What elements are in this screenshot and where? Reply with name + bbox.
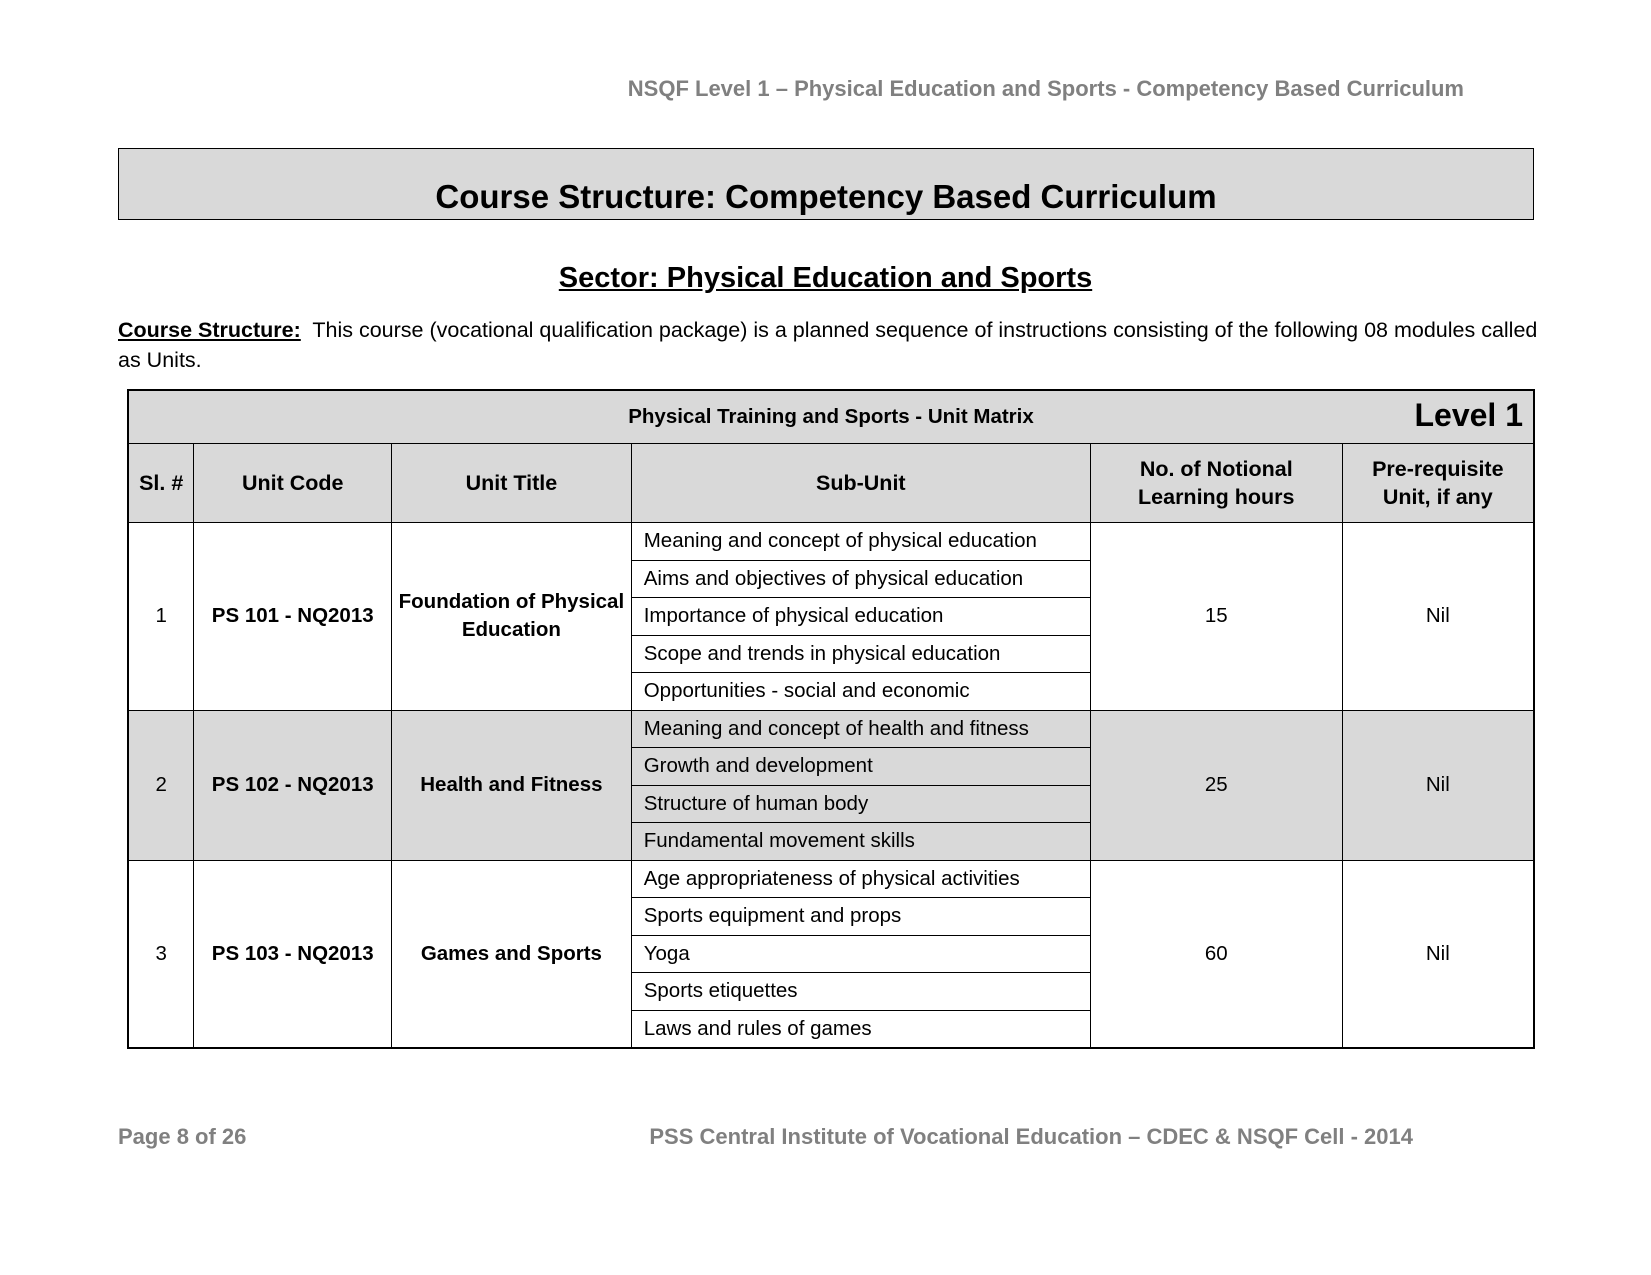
level-label: Level 1 — [1414, 397, 1523, 433]
unit-prereq: Nil — [1342, 523, 1534, 711]
table-caption-cell — [128, 390, 1534, 444]
col-header-subunit: Sub-Unit — [631, 444, 1090, 523]
col-header-code: Unit Code — [194, 444, 392, 523]
sub-unit: Growth and development — [631, 748, 1090, 786]
sub-unit: Structure of human body — [631, 785, 1090, 823]
sub-unit: Laws and rules of games — [631, 1010, 1090, 1048]
sub-unit: Sports equipment and props — [631, 898, 1090, 936]
footer-institute: PSS Central Institute of Vocational Education – CDEC & NSQF Cell - 2014 — [649, 1124, 1413, 1149]
unit-sl: 3 — [128, 860, 194, 1048]
sub-unit: Aims and objectives of physical education — [631, 560, 1090, 598]
unit-title: Games and Sports — [392, 860, 632, 1048]
sub-unit: Fundamental movement skills — [631, 823, 1090, 861]
sub-unit: Yoga — [631, 935, 1090, 973]
unit-hours: 60 — [1090, 860, 1342, 1048]
unit-sl: 2 — [128, 710, 194, 860]
unit-title: Foundation of Physical Education — [392, 523, 632, 711]
sub-unit: Meaning and concept of health and fitness — [631, 710, 1090, 748]
running-header: NSQF Level 1 – Physical Education and Sports - Competency Based Curriculum — [627, 76, 1464, 101]
unit-sl: 1 — [128, 523, 194, 711]
unit-code: PS 101 - NQ2013 — [194, 523, 392, 711]
intro-lead: Course Structure: — [118, 318, 301, 342]
intro-paragraph — [118, 315, 1538, 375]
table-row — [128, 523, 1534, 561]
sector-heading: Sector: Physical Education and Sports — [558, 262, 1093, 294]
page-title: Course Structure: Competency Based Curriculum — [435, 178, 1217, 215]
table-row — [128, 710, 1534, 748]
sub-unit: Scope and trends in physical education — [631, 635, 1090, 673]
sub-unit: Sports etiquettes — [631, 973, 1090, 1011]
page-number: Page 8 of 26 — [118, 1124, 247, 1149]
table-caption: Physical Training and Sports - Unit Matrix — [628, 405, 1034, 428]
unit-code: PS 103 - NQ2013 — [194, 860, 392, 1048]
sub-unit: Meaning and concept of physical education — [631, 523, 1090, 561]
table-caption-row — [128, 390, 1534, 444]
unit-title: Health and Fitness — [392, 710, 632, 860]
col-header-sl: Sl. # — [128, 444, 194, 523]
unit-code: PS 102 - NQ2013 — [194, 710, 392, 860]
col-header-prereq: Pre-requisite Unit, if any — [1342, 444, 1534, 523]
unit-prereq: Nil — [1342, 710, 1534, 860]
unit-prereq: Nil — [1342, 860, 1534, 1048]
col-header-title: Unit Title — [392, 444, 632, 523]
title-box — [118, 148, 1534, 220]
col-header-hours: No. of Notional Learning hours — [1090, 444, 1342, 523]
table-header-row — [128, 444, 1534, 523]
sub-unit: Importance of physical education — [631, 598, 1090, 636]
intro-text: This course (vocational qualification package) is a planned sequence of instructions consisting of the following 08 modules called as Units. — [118, 318, 1538, 372]
sub-unit: Age appropriateness of physical activities — [631, 860, 1090, 898]
unit-hours: 15 — [1090, 523, 1342, 711]
sub-unit: Opportunities - social and economic — [631, 673, 1090, 711]
table-row — [128, 860, 1534, 898]
unit-hours: 25 — [1090, 710, 1342, 860]
unit-matrix-table — [127, 389, 1535, 1049]
